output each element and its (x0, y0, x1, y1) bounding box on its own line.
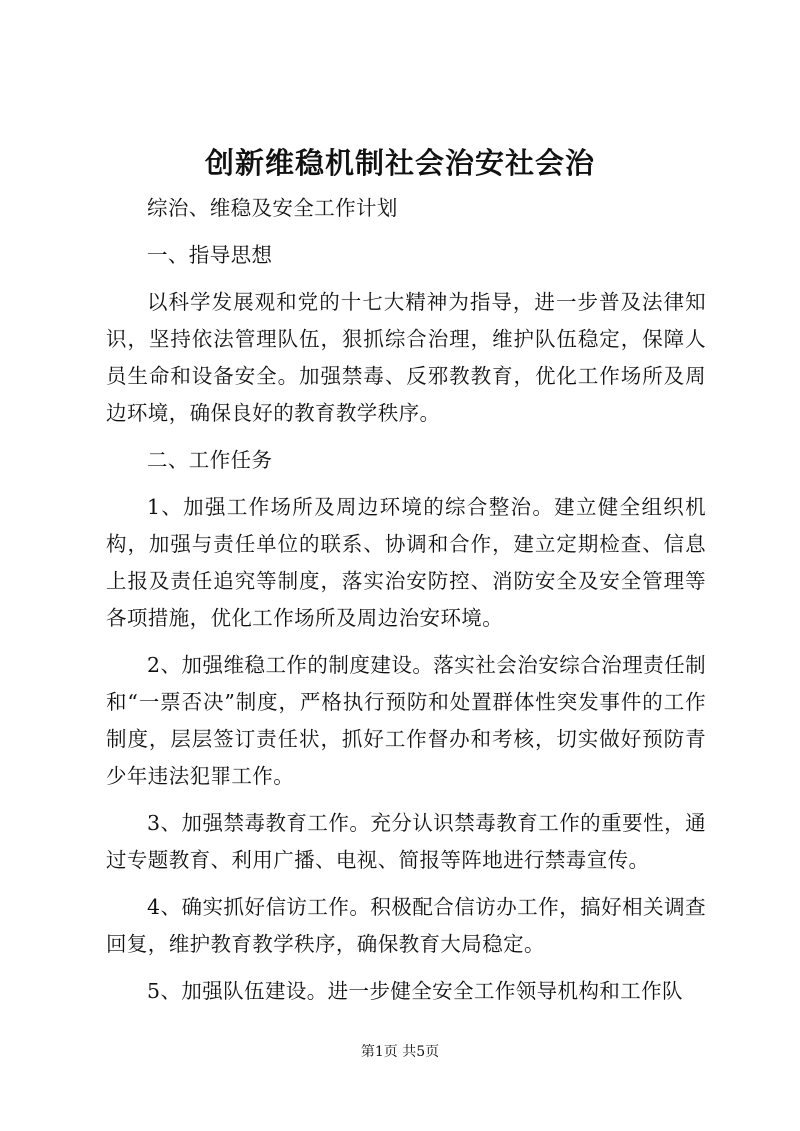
paragraph-task-3: 3、加强禁毒教育工作。充分认识禁毒教育工作的重要性，通过专题教育、利用广播、电视、简报等阵地进行禁毒宣传。 (106, 811, 706, 872)
paragraph-task-1: 1、加强工作场所及周边环境的综合整治。建立健全组织机构，加强与责任单位的联系、协调和合作，建立定期检查、信息上报及责任追究等制度，落实治安防控、消防安全及安全管理等各项措施，优化工作场所及周边治安环境。 (106, 495, 706, 630)
page-number-footer: 第1页 共5页 (360, 1044, 440, 1060)
paragraph-heading-guiding-thought: 一、指导思想 (147, 243, 273, 267)
document-body (106, 190, 706, 1020)
paragraph-heading-tasks: 二、工作任务 (147, 448, 273, 472)
paragraph-subtitle: 综治、维稳及安全工作计划 (147, 196, 398, 220)
paragraph-guiding-thought: 以科学发展观和党的十七大精神为指导，进一步普及法律知识，坚持依法管理队伍，狠抓综合治理，维护队伍稳定，保障人员生命和设备安全。加强禁毒、反邪教教育，优化工作场所及周边环境，确保良好的教育教学秩序。 (106, 290, 706, 425)
paragraph-task-4: 4、确实抓好信访工作。积极配合信访办工作，搞好相关调查回复，维护教育教学秩序，确保教育大局稳定。 (106, 895, 706, 956)
paragraph-task-2: 2、加强维稳工作的制度建设。落实社会治安综合治理责任制和“一票否决”制度，严格执行预防和处置群体性突发事件的工作制度，层层签订责任状，抓好工作督办和考核，切实做好预防青少年违法犯罪工作。 (106, 653, 706, 788)
document-title: 创新维稳机制社会治安社会治 (204, 146, 595, 180)
paragraph-task-5: 5、加强队伍建设。进一步健全安全工作领导机构和工作队 (147, 979, 683, 1003)
